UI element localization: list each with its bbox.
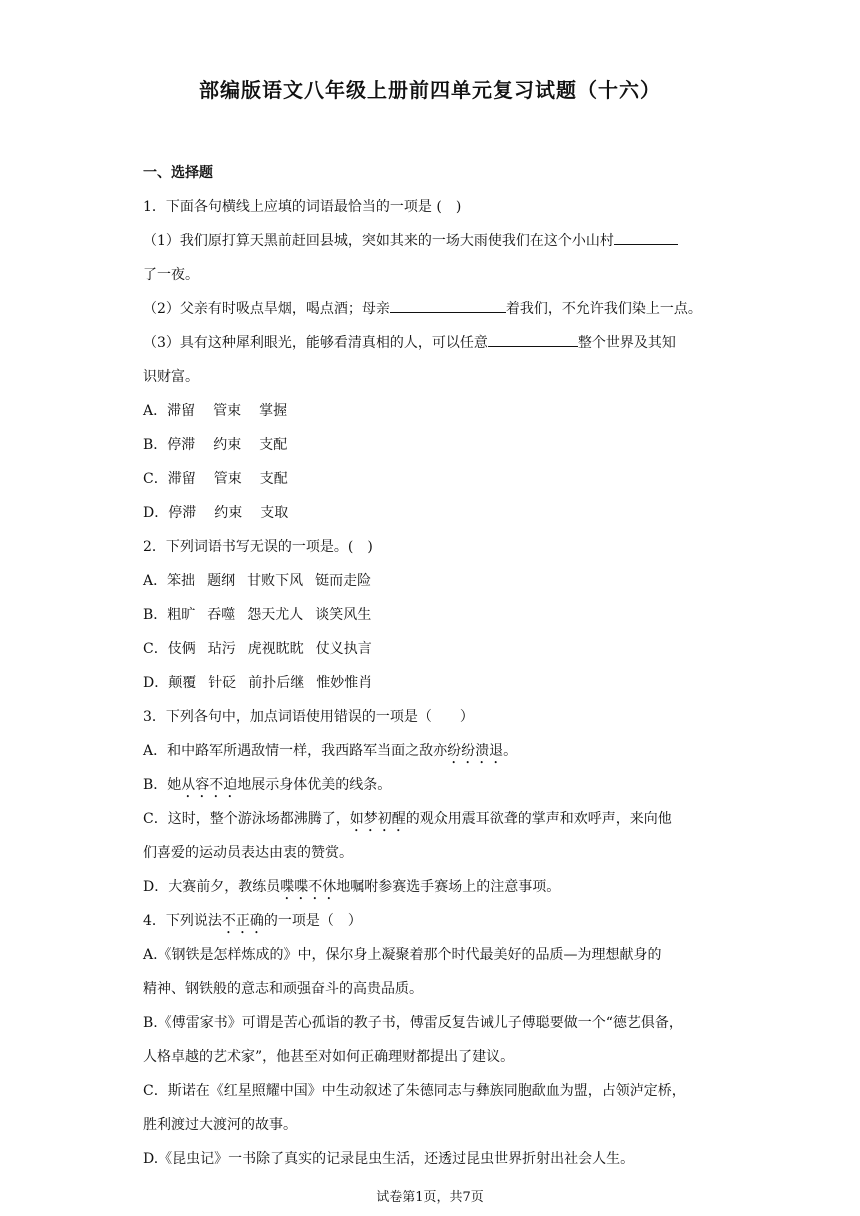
q4-option-b-cont: 人格卓越的艺术家”，他甚至对如何正确理财都提出了建议。 (143, 1049, 515, 1065)
q2-option-b: B．粗旷 吞噬 怨天尤人 谈笑风生 (143, 607, 372, 623)
q1-sentence-1: （1）我们原打算天黑前赶回县城，突如其来的一场大雨使我们在这个小山村 (143, 224, 718, 258)
q3-option-b: B．她从容不迫地展示身体优美的线条。 (143, 777, 392, 793)
q4-option-b: B.《傅雷家书》可谓是苦心孤诣的教子书，傅雷反复告诫儿子傅聪要做一个“德艺俱备， (143, 1015, 683, 1031)
question-3-stem: 3．下列各句中，加点词语使用错误的一项是（ ） (143, 709, 474, 725)
section-heading: 一、选择题 (143, 165, 213, 181)
q1-option-a: A．滞留 管束 掌握 (143, 403, 288, 419)
question-2-stem: 2．下列词语书写无误的一项是。( ) (143, 539, 373, 555)
dotted-phrase: 纷纷溃退 (447, 743, 504, 759)
q2-option-a: A．笨拙 题纲 甘败下风 铤而走险 (143, 573, 372, 589)
q1-option-c: C．滞留 管束 支配 (143, 471, 288, 487)
q1-sentence-2: （2）父亲有时吸点旱烟，喝点酒；母亲 着我们，不允许我们染上一点。 (143, 292, 718, 326)
question-1-stem: 1．下面各句横线上应填的词语最恰当的一项是 ( ) (143, 199, 462, 215)
fill-blank (614, 230, 678, 245)
q2-option-d: D．颠覆 针砭 前扑后继 惟妙惟肖 (143, 675, 373, 691)
question-4-stem: 4．下列说法不正确的一项是（ ） (143, 913, 362, 929)
page-footer: 试卷第1页，共7页 (376, 1190, 484, 1205)
q4-option-a-cont: 精神、钢铁般的意志和顽强奋斗的高贵品质。 (143, 981, 423, 997)
q1-option-b: B．停滞 约束 支配 (143, 437, 288, 453)
q1-sentence-1-cont: 了一夜。 (143, 267, 199, 283)
q4-option-c: C．斯诺在《红星照耀中国》中生动叙述了朱德同志与彝族同胞歃血为盟，占领泸定桥， (143, 1083, 686, 1099)
q3-option-c: C．这时，整个游泳场都沸腾了，如梦初醒的观众用震耳欲聋的掌声和欢呼声，来向他 (143, 811, 672, 827)
dotted-phrase: 如梦初醒 (349, 811, 406, 827)
q4-option-c-cont: 胜利渡过大渡河的故事。 (143, 1117, 297, 1133)
dotted-phrase: 喋喋不休 (280, 879, 337, 895)
page-title: 部编版语文八年级上册前四单元复习试题（十六） (199, 78, 661, 102)
fill-blank (390, 298, 506, 313)
q4-option-d: D.《昆虫记》一书除了真实的记录昆虫生活，还透过昆虫世界折射出社会人生。 (143, 1151, 635, 1167)
dotted-phrase: 不正确 (221, 913, 264, 929)
q3-option-a: A．和中路军所遇敌情一样，我西路军当面之敌亦纷纷溃退。 (143, 743, 518, 759)
q1-option-d: D．停滞 约束 支取 (143, 505, 289, 521)
q3-option-d: D．大赛前夕，教练员喋喋不休地嘱咐参赛选手赛场上的注意事项。 (143, 879, 561, 895)
q1-sentence-3: （3）具有这种犀利眼光，能够看清真相的人，可以任意 整个世界及其知 (143, 326, 718, 360)
q4-option-a: A.《钢铁是怎样炼成的》中，保尔身上凝聚着那个时代最美好的品质—为理想献身的 (143, 947, 662, 963)
q1-sentence-3-cont: 识财富。 (143, 369, 199, 385)
exam-body (143, 156, 718, 1176)
q2-option-c: C．伎俩 玷污 虎视眈眈 仗义执言 (143, 641, 372, 657)
fill-blank (488, 332, 578, 347)
dotted-phrase: 从容不迫 (181, 777, 238, 793)
q3-option-c-cont: 们喜爱的运动员表达由衷的赞赏。 (143, 845, 353, 861)
